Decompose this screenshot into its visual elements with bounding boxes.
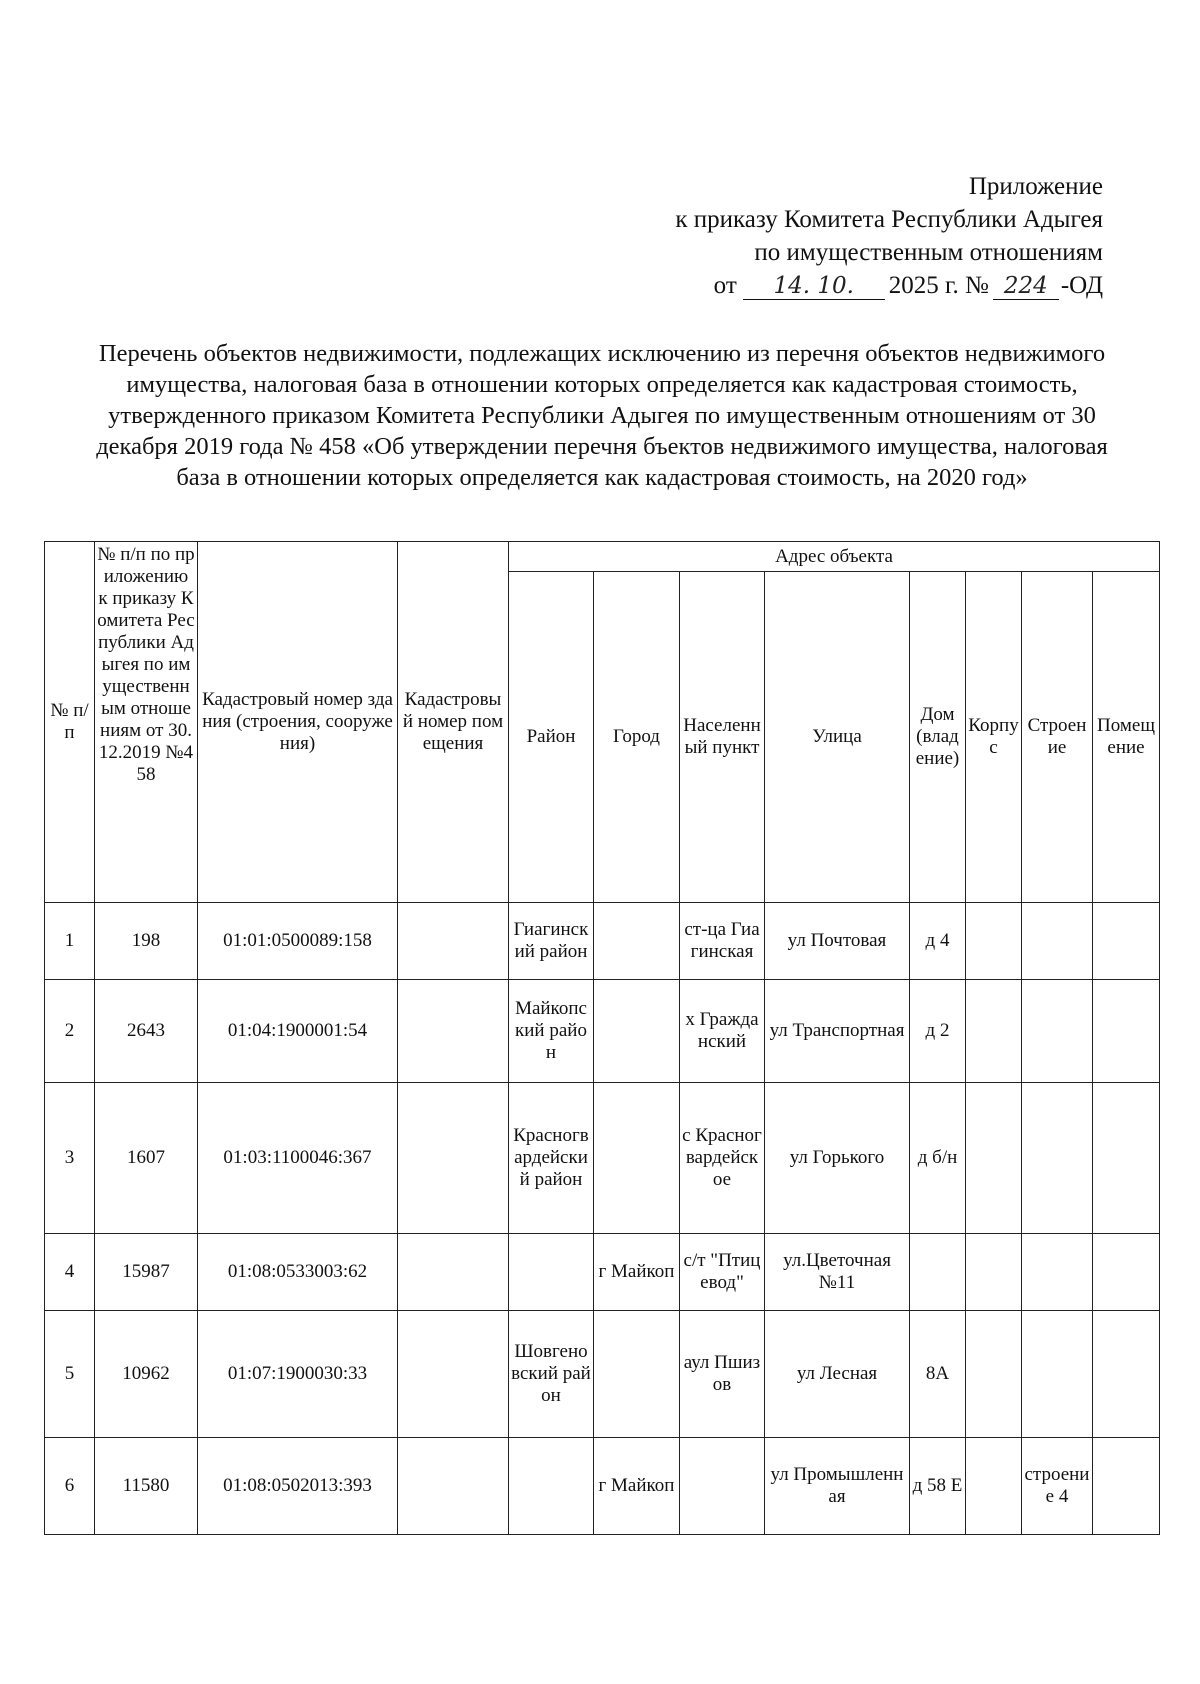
cell-premises [1093,980,1160,1083]
cell-num: 3 [45,1083,95,1234]
cell-structure [1022,1311,1093,1438]
cell-building [966,1311,1022,1438]
cell-settlement: ст-ца Гиагинская [680,903,765,980]
cell-house: д 58 Е [910,1438,966,1535]
cell-city [594,980,680,1083]
cell-street: ул Лесная [765,1311,910,1438]
header-structure: Строение [1022,572,1093,903]
cell-building-cadastral: 01:08:0533003:62 [198,1234,398,1311]
cell-premises [1093,903,1160,980]
cell-building-cadastral: 01:04:1900001:54 [198,980,398,1083]
cell-num: 5 [45,1311,95,1438]
cell-building [966,1438,1022,1535]
cell-street: ул Транспортная [765,980,910,1083]
handwritten-number: 224 [993,273,1059,300]
header-room-cadastral: Кадастровый номер помещения [398,542,509,903]
cell-structure [1022,1234,1093,1311]
cell-city: г Майкоп [594,1234,680,1311]
cell-num: 4 [45,1234,95,1311]
cell-house [910,1234,966,1311]
cell-house: д 4 [910,903,966,980]
cell-room-cadastral [398,903,509,980]
cell-structure [1022,1083,1093,1234]
cell-district: Гиагинский район [509,903,594,980]
cell-settlement: х Гражданский [680,980,765,1083]
cell-district: Красногвардейский район [509,1083,594,1234]
cell-city [594,1083,680,1234]
cell-premises [1093,1311,1160,1438]
header-street: Улица [765,572,910,903]
approval-line-1: Приложение [968,173,1103,200]
cell-premises [1093,1438,1160,1535]
cell-num: 1 [45,903,95,980]
cell-structure: строение 4 [1022,1438,1093,1535]
cell-premises [1093,1083,1160,1234]
order-suffix: -ОД [1060,272,1103,299]
cell-building [966,980,1022,1083]
cell-street: ул Промышленная [765,1438,910,1535]
header-num: № п/п [45,542,95,903]
header-premises: Помещение [1093,572,1160,903]
cell-appendix-num: 2643 [95,980,198,1083]
table-row [45,1234,1160,1311]
cell-appendix-num: 1607 [95,1083,198,1234]
cell-district: Майкопский район [509,980,594,1083]
header-building-cadastral: Кадастровый номер здания (строения, сооружения) [198,542,398,903]
cell-building [966,1234,1022,1311]
cell-city [594,1311,680,1438]
cell-district [509,1438,594,1535]
cell-room-cadastral [398,1234,509,1311]
header-house: Дом (владение) [910,572,966,903]
cell-house: 8А [910,1311,966,1438]
document-heading: Перечень объектов недвижимости, подлежащих исключению из перечня объектов недвижимого имущества, налоговая база в отношении которых определяется как кадастровая стоимость, утвержденного приказом Комитета Республики Адыгея по имущественным отношениям от 30 декабря 2019 года № 458 «Об утверждении перечня бъектов недвижимого имущества, налоговая база в отношении которых определяется как кадастровая стоимость, на 2020 год» [96,340,1108,491]
cell-house: д 2 [910,980,966,1083]
cell-street: ул Почтовая [765,903,910,980]
cell-street: ул Горького [765,1083,910,1234]
header-appendix-num: № п/п по приложению к приказу Комитета Республики Адыгея по имущественным отношениям от 30.12.2019 №458 [95,542,198,903]
year-text: 2025 г. № [888,272,989,299]
header-city: Город [594,572,680,903]
cell-district: Шовгеновский район [509,1311,594,1438]
cell-house: д б/н [910,1083,966,1234]
cell-appendix-num: 11580 [95,1438,198,1535]
header-address-group: Адрес объекта [509,542,1160,572]
cell-structure [1022,980,1093,1083]
cell-settlement: с Красногвардейское [680,1083,765,1234]
cell-building-cadastral: 01:01:0500089:158 [198,903,398,980]
table-row [45,980,1160,1083]
cell-city [594,903,680,980]
cell-num: 2 [45,980,95,1083]
cell-settlement [680,1438,765,1535]
table-row [45,903,1160,980]
cell-appendix-num: 15987 [95,1234,198,1311]
header-district: Район [509,572,594,903]
table-row [45,1083,1160,1234]
cell-room-cadastral [398,980,509,1083]
from-label: от [713,272,737,299]
cell-appendix-num: 10962 [95,1311,198,1438]
objects-table [44,541,1160,1535]
cell-room-cadastral [398,1438,509,1535]
table-row [45,1438,1160,1535]
cell-premises [1093,1234,1160,1311]
cell-city: г Майкоп [594,1438,680,1535]
header-building: Корпус [966,572,1022,903]
handwritten-date: 14. 10. [743,273,885,300]
cell-settlement: аул Пшизов [680,1311,765,1438]
cell-structure [1022,903,1093,980]
cell-building [966,1083,1022,1234]
cell-building-cadastral: 01:03:1100046:367 [198,1083,398,1234]
approval-line-2: к приказу Комитета Республики Адыгея [675,206,1103,233]
cell-building-cadastral: 01:07:1900030:33 [198,1311,398,1438]
cell-building-cadastral: 01:08:0502013:393 [198,1438,398,1535]
cell-district [509,1234,594,1311]
cell-room-cadastral [398,1311,509,1438]
approval-block [675,170,1103,302]
cell-building [966,903,1022,980]
approval-line-4 [675,269,1103,302]
approval-line-3: по имущественным отношениям [754,239,1103,266]
table-row [45,1311,1160,1438]
cell-num: 6 [45,1438,95,1535]
cell-room-cadastral [398,1083,509,1234]
cell-appendix-num: 198 [95,903,198,980]
cell-street: ул.Цветочная №11 [765,1234,910,1311]
cell-settlement: с/т "Птицевод" [680,1234,765,1311]
header-settlement: Населенный пункт [680,572,765,903]
